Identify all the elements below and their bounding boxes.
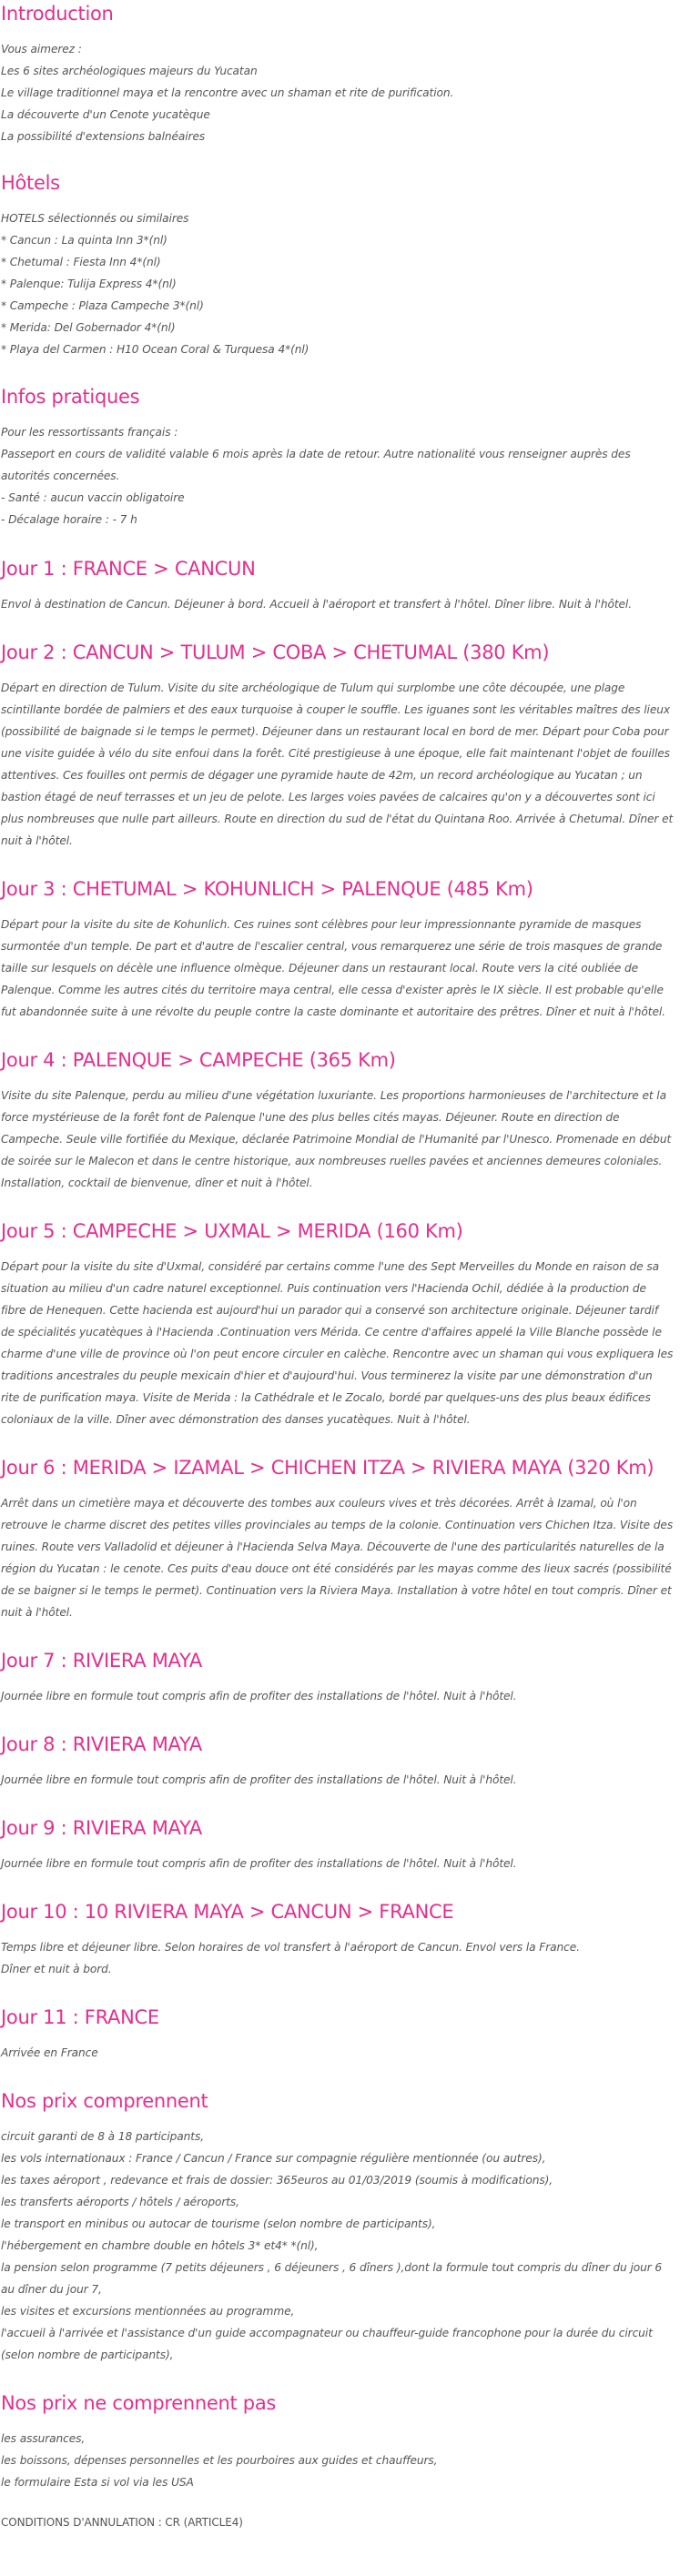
day-description: [1, 1853, 674, 1874]
introduction-heading: Introduction: [1, 3, 114, 25]
day-description: [1, 1256, 674, 1430]
hotels-heading: Hôtels: [1, 172, 60, 194]
day-heading: Jour 2 : CANCUN > TULUM > COBA > CHETUMAL (380 Km): [1, 641, 550, 663]
day-7-section: [1, 1647, 674, 1707]
hotel-line: * Campeche : Plaza Campeche 3*(nl): [1, 299, 204, 312]
intro-line: La possibilité d'extensions balnéaires: [1, 130, 206, 143]
day-3-section: [1, 875, 674, 1023]
day-description: [1, 593, 674, 615]
hotel-line: * Playa del Carmen : H10 Ocean Coral & Turquesa 4*(nl): [1, 343, 309, 356]
hotel-line: * Cancun : La quinta Inn 3*(nl): [1, 234, 167, 247]
day-heading: Jour 9 : RIVIERA MAYA: [1, 1817, 202, 1839]
day-text: Journée libre en formule tout compris afin de profiter des installations de l'hôtel. Nuit à l'hôtel.: [1, 1773, 517, 1786]
day-description: [1, 1492, 674, 1623]
practical-info-text: [1, 421, 674, 530]
cancellation-conditions: CONDITIONS D'ANNULATION : CR (ARTICLE4): [1, 2516, 243, 2529]
price-includes-item: les taxes aéroport , redevance et frais de dossier: 365euros au 01/03/2019 (soumis à modifications),: [1, 2174, 553, 2187]
price-includes-item: la pension selon programme (7 petits déjeuners , 6 déjeuners , 6 dîners ),dont la formule tout compris du dîner du jour 6 au dîner du jour 7,: [1, 2261, 663, 2296]
day-heading: Jour 10 : 10 RIVIERA MAYA > CANCUN > FRANCE: [1, 1901, 454, 1923]
price-includes-item: les transferts aéroports / hôtels / aéroports,: [1, 2196, 239, 2208]
day-8-section: [1, 1731, 674, 1791]
day-text: Dîner et nuit à bord.: [1, 1963, 112, 1975]
day-1-section: [1, 555, 674, 615]
price-includes-item: les visites et excursions mentionnées au programme,: [1, 2305, 295, 2318]
day-10-section: [1, 1898, 674, 1980]
day-text: Départ en direction de Tulum. Visite du site archéologique de Tulum qui surplombe une côte découpée, une plage scintillante bordée de palmiers et des eaux turquoise à couper le souffle. Les iguanes sont les véritables maîtres des lieux (possibilité de baignade si le temps le permet). Déjeuner dans un restaurant local en bord de mer. Départ pour Coba pour une visite guidée à vélo du site enfoui dans la forêt. Cité prestigieuse à une époque, elle fait maintenant l'objet de fouilles attentives. Ces fouilles ont permis de dégager une pyramide haute de 42m, un record archéologique au Yucatan ; un bastion étagé de neuf terrasses et un jeu de pelote. Les larges voies pavées de calcaires qu'on y a découvertes sont ici plus nombreuses que nulle part ailleurs. Route en direction du sud de l'état du Quintana Roo. Arrivée à Chetumal. Dîner et nuit à l'hôtel.: [1, 682, 674, 847]
hotels-section: [1, 169, 674, 360]
day-heading: Jour 6 : MERIDA > IZAMAL > CHICHEN ITZA > RIVIERA MAYA (320 Km): [1, 1457, 654, 1479]
hotel-line: * Merida: Del Gobernador 4*(nl): [1, 321, 176, 334]
price-includes-item: circuit garanti de 8 à 18 participants,: [1, 2130, 204, 2143]
day-text: Départ pour la visite du site de Kohunlich. Ces ruines sont célèbres pour leur impressionnante pyramide de masques surmontée d'un temple. De part et d'autre de l'escalier central, vous remarquerez une série de trois masques de grande taille sur lesquels on décèle une influence olmèque. Déjeuner dans un restaurant local. Route vers la cité oubliée de Palenque. Comme les autres cités du territoire maya central, elle cessa d'exister après le IX siècle. Il est probable qu'elle fut abandonnée suite à une révolte du peuple contre la caste dominante et autoritaire des prêtres. Dîner et nuit à l'hôtel.: [1, 918, 665, 1018]
price-excludes-item: les assurances,: [1, 2432, 86, 2445]
day-text: Envol à destination de Cancun. Déjeuner à bord. Accueil à l'aéroport et transfert à l'hôtel. Dîner libre. Nuit à l'hôtel.: [1, 598, 632, 611]
info-line: - Décalage horaire : - 7 h: [1, 513, 137, 526]
cancellation-section: [1, 2511, 674, 2533]
day-description: [1, 1936, 674, 1980]
day-heading: Jour 7 : RIVIERA MAYA: [1, 1650, 202, 1672]
introduction-section: [1, 0, 674, 147]
info-line: - Santé : aucun vaccin obligatoire: [1, 491, 185, 504]
day-9-section: [1, 1814, 674, 1874]
day-heading: Jour 8 : RIVIERA MAYA: [1, 1733, 202, 1755]
hotel-line: * Chetumal : Fiesta Inn 4*(nl): [1, 256, 161, 268]
day-11-section: [1, 2004, 674, 2064]
day-5-section: [1, 1217, 674, 1430]
day-text: Arrivée en France: [1, 2046, 98, 2059]
price-excludes-heading: Nos prix ne comprennent pas: [1, 2392, 277, 2414]
info-line: Passeport en cours de validité valable 6 mois après la date de retour. Autre nationalité vous renseigner auprès des autorités concernées.: [1, 448, 631, 482]
hotel-line: * Palenque: Tulija Express 4*(nl): [1, 278, 177, 290]
price-includes-heading: Nos prix comprennent: [1, 2090, 208, 2112]
day-description: [1, 2042, 674, 2064]
price-excludes-section: [1, 2389, 674, 2493]
intro-line: La découverte d'un Cenote yucatèque: [1, 108, 210, 121]
price-includes-section: [1, 2087, 674, 2366]
practical-info-section: [1, 383, 674, 530]
hotel-line: HOTELS sélectionnés ou similaires: [1, 212, 189, 225]
day-text: Journée libre en formule tout compris afin de profiter des installations de l'hôtel. Nuit à l'hôtel.: [1, 1690, 517, 1702]
day-description: [1, 1685, 674, 1707]
day-description: [1, 1769, 674, 1791]
price-excludes-list: [1, 2428, 674, 2493]
day-6-section: [1, 1454, 674, 1623]
price-excludes-item: les boissons, dépenses personnelles et les pourboires aux guides et chauffeurs,: [1, 2454, 438, 2467]
price-includes-list: [1, 2126, 674, 2366]
day-4-section: [1, 1046, 674, 1194]
price-includes-item: l'accueil à l'arrivée et l'assistance d'un guide accompagnateur ou chauffeur-guide francophone pour la durée du circuit (selon nombre de participants),: [1, 2327, 653, 2361]
price-includes-item: le transport en minibus ou autocar de tourisme (selon nombre de participants),: [1, 2217, 436, 2230]
day-text: Journée libre en formule tout compris afin de profiter des installations de l'hôtel. Nuit à l'hôtel.: [1, 1857, 517, 1870]
day-heading: Jour 4 : PALENQUE > CAMPECHE (365 Km): [1, 1049, 396, 1071]
day-heading: Jour 5 : CAMPECHE > UXMAL > MERIDA (160 Km): [1, 1220, 463, 1242]
day-description: [1, 677, 674, 852]
price-excludes-item: le formulaire Esta si vol via les USA: [1, 2476, 194, 2489]
hotels-list: [1, 207, 674, 360]
intro-line: Les 6 sites archéologiques majeurs du Yucatan: [1, 65, 258, 77]
day-text: Départ pour la visite du site d'Uxmal, considéré par certains comme l'une des Sept Merveilles du Monde en raison de sa situation au milieu d'un cadre naturel exceptionnel. Puis continuation vers l'Hacienda Ochil, dédiée à la production de fibre de Henequen. Cette hacienda est aujourd'hui un parador qui a conservé son architecture originale. Déjeuner tardif de spécialités yucatèques à l'Hacienda .Continuation vers Mérida. Ce centre d'affaires appelé la Ville Blanche possède le charme d'une ville de province où l'on peut encore circuler en calèche. Rencontre avec un shaman qui vous expliquera les traditions ancestrales du peuple mexicain d'hier et d'aujourd'hui. Vous terminerez la visite par une démonstration d'un rite de purification maya. Visite de Merida : la Cathédrale et le Zocalo, bordé par quelques-uns des plus beaux édifices coloniaux de la ville. Dîner avec démonstration des danses yucatèques. Nuit à l'hôtel.: [1, 1260, 674, 1426]
price-includes-item: les vols internationaux : France / Cancun / France sur compagnie régulière mentionnée (ou autres),: [1, 2152, 546, 2165]
day-text: Visite du site Palenque, perdu au milieu d'une végétation luxuriante. Les proportions harmonieuses de l'architecture et la force mystérieuse de la forêt font de Palenque l'une des plus belles cités mayas. Déjeuner. Route en direction de Campeche. Seule ville fortifiée du Mexique, déclarée Patrimoine Mondial de l'Humanité par l'Unesco. Promenade en début de soirée sur le Malecon et dans le centre historique, aux nombreuses ruelles pavées et anciennes demeures coloniales. Installation, cocktail de bienvenue, dîner et nuit à l'hôtel.: [1, 1089, 672, 1189]
intro-line: Vous aimerez :: [1, 43, 82, 56]
day-heading: Jour 3 : CHETUMAL > KOHUNLICH > PALENQUE (485 Km): [1, 878, 533, 900]
day-description: [1, 914, 674, 1023]
price-includes-item: l'hébergement en chambre double en hôtels 3* et4* *(nl),: [1, 2239, 319, 2252]
day-text: Temps libre et déjeuner libre. Selon horaires de vol transfert à l'aéroport de Cancun. Envol vers la France.: [1, 1941, 580, 1954]
day-heading: Jour 1 : FRANCE > CANCUN: [1, 558, 256, 580]
practical-info-heading: Infos pratiques: [1, 386, 140, 408]
day-text: Arrêt dans un cimetière maya et découverte des tombes aux couleurs vives et très décorées. Arrêt à Izamal, où l'on retrouve le charme discret des petites villes provinciales au temps de la colonie. Continuation vers Chichen Itza. Visite des ruines. Route vers Valladolid et déjeuner à l'Hacienda Selva Maya. Découverte de l'une des particularités naturelles de la région du Yucatan : le cenote. Ces puits d'eau douce ont été considérés par les mayas comme des lieux sacrés (possibilité de se baigner si le temps le permet). Continuation vers la Riviera Maya. Installation à votre hôtel en tout compris. Dîner et nuit à l'hôtel.: [1, 1497, 674, 1619]
introduction-text: [1, 38, 674, 147]
day-heading: Jour 11 : FRANCE: [1, 2006, 159, 2028]
intro-line: Le village traditionnel maya et la rencontre avec un shaman et rite de purification.: [1, 86, 454, 99]
day-description: [1, 1085, 674, 1194]
info-line: Pour les ressortissants français :: [1, 426, 178, 439]
day-2-section: [1, 639, 674, 852]
